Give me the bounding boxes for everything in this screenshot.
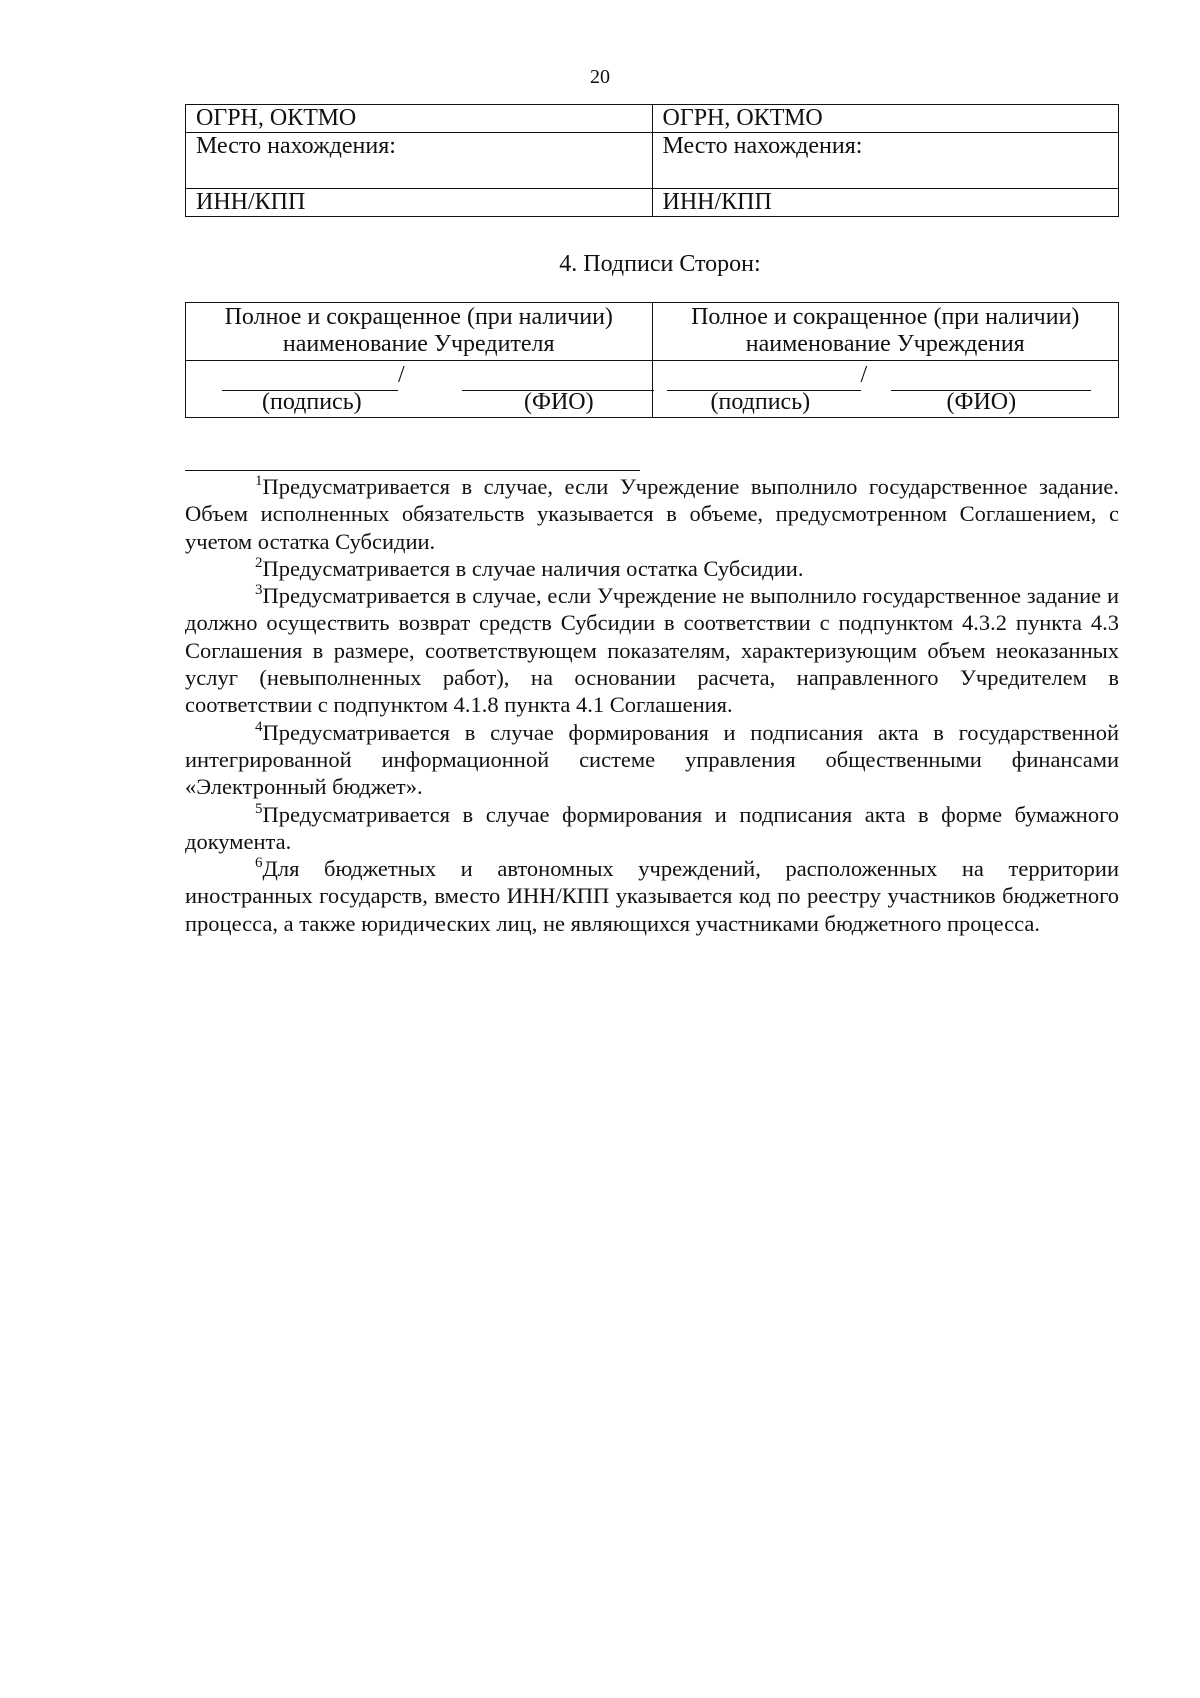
right-ogrn-cell: ОГРН, ОКТМО <box>652 105 1119 133</box>
footnote-mark: 5 <box>255 800 263 817</box>
institution-slash: / <box>860 362 868 388</box>
requisites-table <box>185 104 1119 217</box>
institution-name-header: Полное и сокращенное (при наличии) наименование Учреждения <box>652 303 1119 361</box>
section-title: 4. Подписи Сторон: <box>559 251 761 277</box>
footnote-text: Предусматривается в случае формирования и подписания акта в государственной интегрированной информационной системе управления общественными финансами «Электронный бюджет». <box>185 719 1119 800</box>
table-row <box>186 105 1119 133</box>
left-location-cell: Место нахождения: <box>186 133 653 189</box>
founder-signature-cell <box>186 361 653 418</box>
footnote-text: Предусматривается в случае наличия остатка Субсидии. <box>262 555 804 581</box>
founder-slash: / <box>398 362 405 388</box>
founder-fio-label: (ФИО) <box>524 389 594 415</box>
institution-signature-cell <box>652 361 1119 418</box>
footnote <box>185 801 1119 856</box>
institution-fio-line <box>891 368 1091 391</box>
footnote <box>185 473 1119 555</box>
table-row <box>186 189 1119 217</box>
footnote <box>185 719 1119 801</box>
institution-signature-line <box>667 368 861 391</box>
table-row <box>186 133 1119 189</box>
signatures-table <box>185 302 1119 418</box>
footnote <box>185 855 1119 937</box>
footnote-text: Предусматривается в случае, если Учреждение выполнило государственное задание. Объем исполненных обязательств указывается в объеме, предусмотренном Соглашением, с учетом остатка Субсидии. <box>185 474 1119 554</box>
footnote-text: Для бюджетных и автономных учреждений, расположенных на территории иностранных государств, вместо ИНН/КПП указывается код по реестру участников бюджетного процесса, а также юридических лиц, не являющихся участниками бюджетного процесса. <box>185 856 1119 936</box>
footnote-separator <box>185 470 640 471</box>
footnote-mark: 4 <box>255 718 263 735</box>
table-row <box>186 361 1119 418</box>
page-number: 20 <box>590 66 610 88</box>
footnote-mark: 3 <box>255 582 263 599</box>
left-inn-cell: ИНН/КПП <box>186 189 653 217</box>
footnote <box>185 555 1119 582</box>
right-inn-cell: ИНН/КПП <box>652 189 1119 217</box>
founder-name-header: Полное и сокращенное (при наличии) наименование Учредителя <box>186 303 653 361</box>
institution-sign-label: (подпись) <box>710 389 811 415</box>
footnote-mark: 2 <box>255 554 263 571</box>
left-ogrn-cell: ОГРН, ОКТМО <box>186 105 653 133</box>
founder-signature-line <box>222 368 398 391</box>
footnote <box>185 582 1119 718</box>
table-row <box>186 303 1119 361</box>
footnote-text: Предусматривается в случае, если Учреждение не выполнило государственное задание и должно осуществить возврат средств Субсидии в соответствии с подпунктом 4.3.2 пункта 4.3 Соглашения в размере, соответствующем показателям, характеризующим объем неоказанных услуг (невыполненных работ), на основании расчета, направленного Учредителем в соответствии с подпунктом 4.1.8 пункта 4.1 Соглашения. <box>185 583 1119 718</box>
right-location-cell: Место нахождения: <box>652 133 1119 189</box>
footnote-text: Предусматривается в случае формирования и подписания акта в форме бумажного документа. <box>185 801 1119 854</box>
footnotes <box>185 473 1119 937</box>
founder-fio-line <box>462 368 654 391</box>
institution-fio-label: (ФИО) <box>946 389 1017 415</box>
footnote-mark: 6 <box>255 855 263 872</box>
founder-sign-label: (подпись) <box>262 389 362 415</box>
footnote-mark: 1 <box>255 473 263 489</box>
